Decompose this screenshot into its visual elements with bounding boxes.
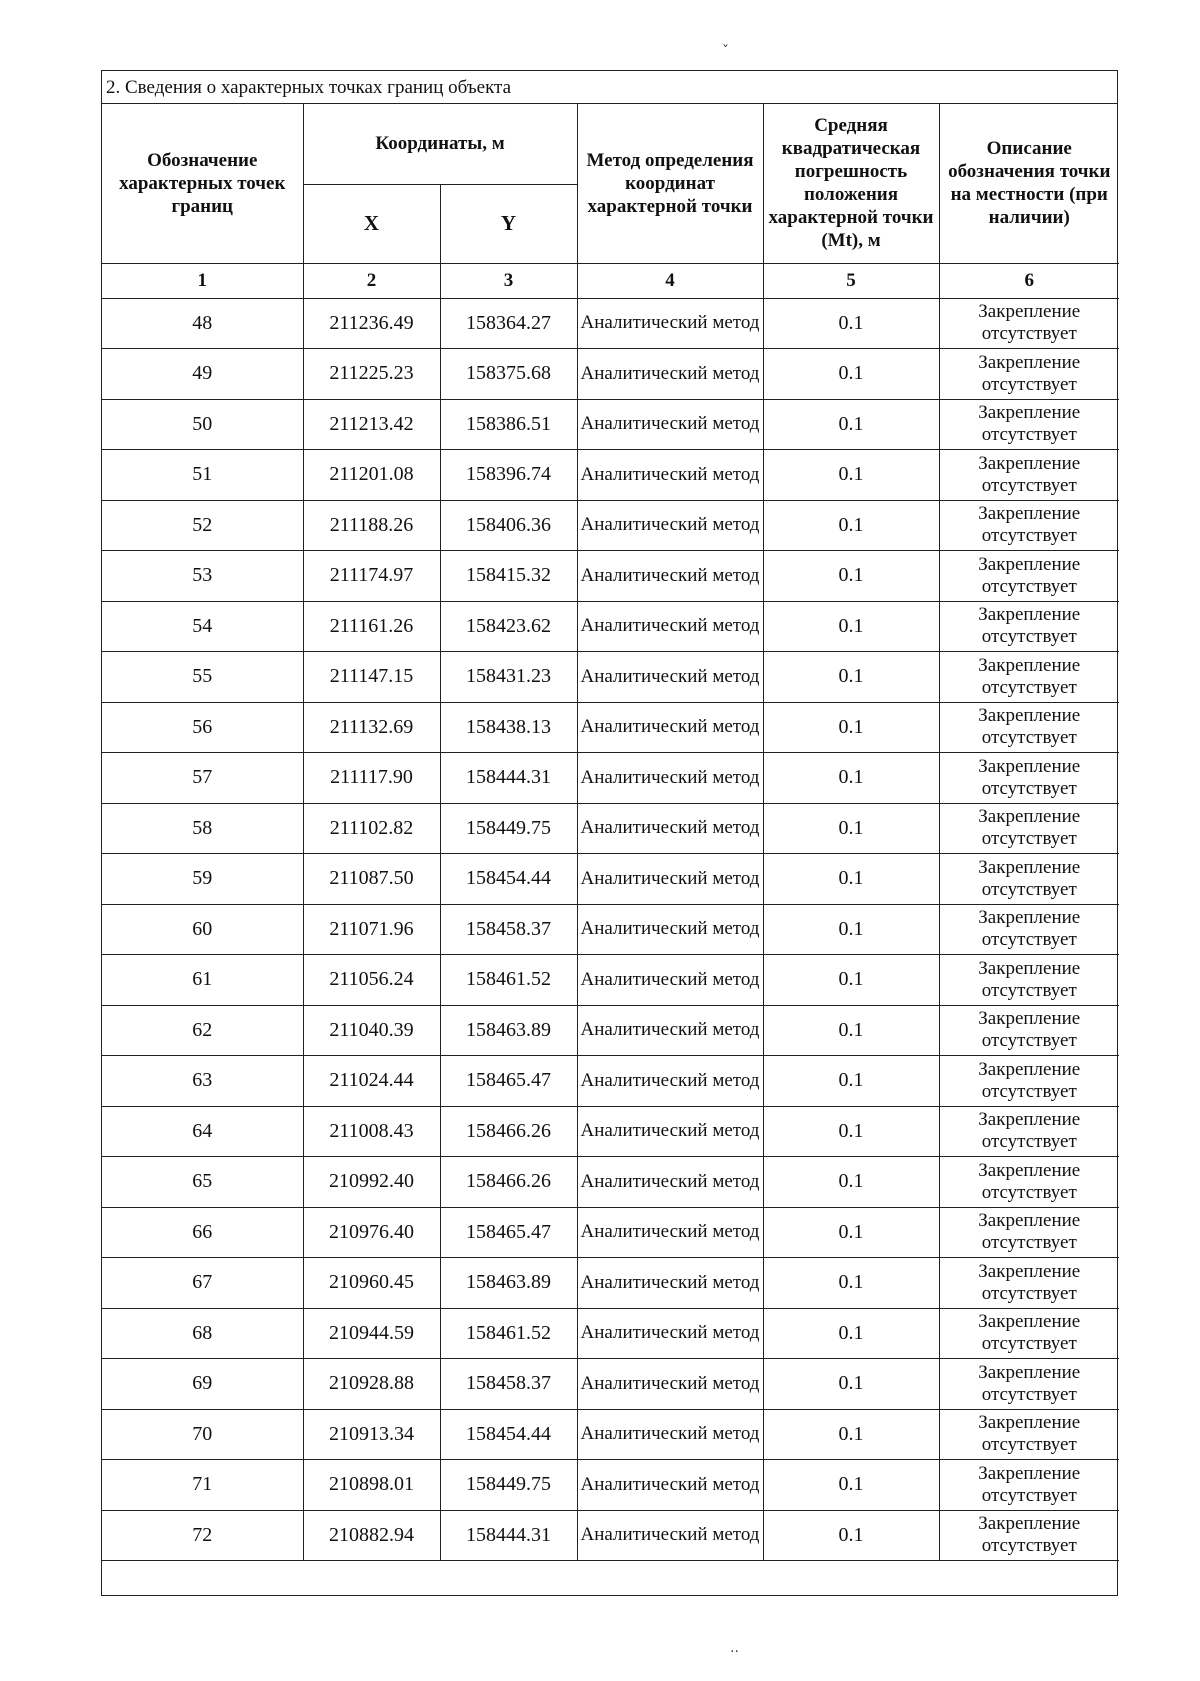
point-id-cell: 55 [102,652,303,703]
description-cell: Закрепление отсутствует [939,803,1119,854]
coord-x-cell: 211161.26 [303,601,440,652]
method-cell: Аналитический метод [577,1258,763,1309]
coord-y-cell: 158396.74 [440,450,577,501]
description-cell: Закрепление отсутствует [939,652,1119,703]
point-id-cell: 52 [102,500,303,551]
coord-y-cell: 158449.75 [440,803,577,854]
error-cell: 0.1 [763,1157,939,1208]
method-cell: Аналитический метод [577,1510,763,1561]
coord-y-cell: 158454.44 [440,1409,577,1460]
point-id-cell: 48 [102,298,303,349]
method-cell: Аналитический метод [577,1409,763,1460]
point-id-cell: 69 [102,1359,303,1410]
header-x: X [303,184,440,263]
point-id-cell: 61 [102,955,303,1006]
coord-x-cell: 210944.59 [303,1308,440,1359]
description-cell: Закрепление отсутствует [939,753,1119,804]
description-cell: Закрепление отсутствует [939,1056,1119,1107]
coord-x-cell: 211213.42 [303,399,440,450]
description-cell: Закрепление отсутствует [939,955,1119,1006]
coord-y-cell: 158461.52 [440,1308,577,1359]
table-row [102,399,1119,450]
coord-y-cell: 158454.44 [440,854,577,905]
error-cell: 0.1 [763,349,939,400]
coord-y-cell: 158444.31 [440,1510,577,1561]
error-cell: 0.1 [763,753,939,804]
coord-y-cell: 158463.89 [440,1258,577,1309]
table-row [102,1005,1119,1056]
coord-y-cell: 158415.32 [440,551,577,602]
method-cell: Аналитический метод [577,854,763,905]
table-row [102,450,1119,501]
header-description: Описание обозначения точки на местности (при наличии) [939,104,1119,263]
coord-x-cell: 211174.97 [303,551,440,602]
description-cell: Закрепление отсутствует [939,702,1119,753]
coord-x-cell: 210960.45 [303,1258,440,1309]
coord-x-cell: 210928.88 [303,1359,440,1410]
error-cell: 0.1 [763,1460,939,1511]
description-cell: Закрепление отсутствует [939,1460,1119,1511]
coord-x-cell: 211117.90 [303,753,440,804]
method-cell: Аналитический метод [577,1056,763,1107]
point-id-cell: 49 [102,349,303,400]
header-error: Средняя квадратическая погрешность положения характерной точки (Mt), м [763,104,939,263]
description-cell: Закрепление отсутствует [939,1157,1119,1208]
coord-x-cell: 210976.40 [303,1207,440,1258]
section-title: 2. Сведения о характерных точках границ объекта [102,71,1117,104]
table-row [102,349,1119,400]
coord-y-cell: 158364.27 [440,298,577,349]
coord-y-cell: 158423.62 [440,601,577,652]
description-cell: Закрепление отсутствует [939,551,1119,602]
point-id-cell: 68 [102,1308,303,1359]
coord-y-cell: 158466.26 [440,1157,577,1208]
table-row [102,298,1119,349]
description-cell: Закрепление отсутствует [939,298,1119,349]
table-row [102,1510,1119,1561]
coord-x-cell: 211056.24 [303,955,440,1006]
table-row [102,854,1119,905]
column-number-row [102,263,1119,298]
method-cell: Аналитический метод [577,601,763,652]
coord-x-cell: 211008.43 [303,1106,440,1157]
error-cell: 0.1 [763,1359,939,1410]
description-cell: Закрепление отсутствует [939,601,1119,652]
point-id-cell: 67 [102,1258,303,1309]
error-cell: 0.1 [763,854,939,905]
point-id-cell: 70 [102,1409,303,1460]
column-number: 2 [303,263,440,298]
method-cell: Аналитический метод [577,1106,763,1157]
description-cell: Закрепление отсутствует [939,399,1119,450]
error-cell: 0.1 [763,1106,939,1157]
method-cell: Аналитический метод [577,399,763,450]
coord-x-cell: 210992.40 [303,1157,440,1208]
table-row [102,1409,1119,1460]
error-cell: 0.1 [763,601,939,652]
error-cell: 0.1 [763,450,939,501]
table-row [102,904,1119,955]
point-id-cell: 51 [102,450,303,501]
method-cell: Аналитический метод [577,702,763,753]
method-cell: Аналитический метод [577,349,763,400]
error-cell: 0.1 [763,399,939,450]
table-row [102,1460,1119,1511]
column-number: 4 [577,263,763,298]
point-id-cell: 60 [102,904,303,955]
point-id-cell: 50 [102,399,303,450]
method-cell: Аналитический метод [577,1157,763,1208]
table-row [102,652,1119,703]
coord-y-cell: 158465.47 [440,1056,577,1107]
description-cell: Закрепление отсутствует [939,904,1119,955]
error-cell: 0.1 [763,1207,939,1258]
coord-x-cell: 211024.44 [303,1056,440,1107]
method-cell: Аналитический метод [577,1308,763,1359]
error-cell: 0.1 [763,551,939,602]
table-row [102,803,1119,854]
table-row [102,1359,1119,1410]
description-cell: Закрепление отсутствует [939,854,1119,905]
method-cell: Аналитический метод [577,500,763,551]
method-cell: Аналитический метод [577,450,763,501]
coord-y-cell: 158458.37 [440,904,577,955]
header-designation: Обозначение характерных точек границ [102,104,303,263]
method-cell: Аналитический метод [577,955,763,1006]
coord-x-cell: 211102.82 [303,803,440,854]
point-id-cell: 64 [102,1106,303,1157]
error-cell: 0.1 [763,1056,939,1107]
coord-x-cell: 210882.94 [303,1510,440,1561]
method-cell: Аналитический метод [577,904,763,955]
empty-footer-cell [102,1561,1119,1596]
scan-artifact-bottom: .. [730,1640,739,1656]
error-cell: 0.1 [763,1005,939,1056]
coord-y-cell: 158406.36 [440,500,577,551]
coord-y-cell: 158463.89 [440,1005,577,1056]
table-row [102,1106,1119,1157]
coord-x-cell: 211087.50 [303,854,440,905]
coord-x-cell: 211147.15 [303,652,440,703]
empty-footer-row [102,1561,1119,1596]
method-cell: Аналитический метод [577,1460,763,1511]
table-row [102,1308,1119,1359]
table-row [102,1056,1119,1107]
header-row [102,104,1119,184]
point-id-cell: 63 [102,1056,303,1107]
points-body [102,298,1119,1561]
coord-y-cell: 158438.13 [440,702,577,753]
coord-x-cell: 210898.01 [303,1460,440,1511]
table-row [102,702,1119,753]
point-id-cell: 54 [102,601,303,652]
error-cell: 0.1 [763,955,939,1006]
table-row [102,1157,1119,1208]
header-y: Y [440,184,577,263]
point-id-cell: 71 [102,1460,303,1511]
description-cell: Закрепление отсутствует [939,1308,1119,1359]
description-cell: Закрепление отсутствует [939,1005,1119,1056]
column-number: 3 [440,263,577,298]
coord-x-cell: 211071.96 [303,904,440,955]
point-id-cell: 66 [102,1207,303,1258]
boundary-points-sheet [101,70,1118,1596]
description-cell: Закрепление отсутствует [939,1258,1119,1309]
coord-x-cell: 211201.08 [303,450,440,501]
point-id-cell: 58 [102,803,303,854]
header-coordinates: Координаты, м [303,104,577,184]
boundary-points-table [102,104,1119,1595]
method-cell: Аналитический метод [577,551,763,602]
coord-y-cell: 158431.23 [440,652,577,703]
error-cell: 0.1 [763,904,939,955]
method-cell: Аналитический метод [577,652,763,703]
table-row [102,1207,1119,1258]
error-cell: 0.1 [763,702,939,753]
coord-y-cell: 158461.52 [440,955,577,1006]
method-cell: Аналитический метод [577,298,763,349]
description-cell: Закрепление отсутствует [939,1359,1119,1410]
point-id-cell: 53 [102,551,303,602]
coord-y-cell: 158466.26 [440,1106,577,1157]
description-cell: Закрепление отсутствует [939,500,1119,551]
method-cell: Аналитический метод [577,1207,763,1258]
description-cell: Закрепление отсутствует [939,1106,1119,1157]
table-row [102,500,1119,551]
table-row [102,1258,1119,1309]
error-cell: 0.1 [763,803,939,854]
point-id-cell: 65 [102,1157,303,1208]
coord-x-cell: 211188.26 [303,500,440,551]
coord-y-cell: 158386.51 [440,399,577,450]
error-cell: 0.1 [763,652,939,703]
error-cell: 0.1 [763,1308,939,1359]
table-row [102,955,1119,1006]
coord-x-cell: 210913.34 [303,1409,440,1460]
error-cell: 0.1 [763,1409,939,1460]
coord-y-cell: 158444.31 [440,753,577,804]
table-row [102,753,1119,804]
coord-x-cell: 211236.49 [303,298,440,349]
error-cell: 0.1 [763,1510,939,1561]
method-cell: Аналитический метод [577,803,763,854]
column-number: 5 [763,263,939,298]
method-cell: Аналитический метод [577,1005,763,1056]
point-id-cell: 59 [102,854,303,905]
description-cell: Закрепление отсутствует [939,450,1119,501]
method-cell: Аналитический метод [577,1359,763,1410]
coord-x-cell: 211040.39 [303,1005,440,1056]
coord-y-cell: 158449.75 [440,1460,577,1511]
table-row [102,551,1119,602]
column-number: 1 [102,263,303,298]
coord-y-cell: 158458.37 [440,1359,577,1410]
error-cell: 0.1 [763,500,939,551]
header-method: Метод определения координат характерной точки [577,104,763,263]
description-cell: Закрепление отсутствует [939,1510,1119,1561]
coord-x-cell: 211225.23 [303,349,440,400]
error-cell: 0.1 [763,1258,939,1309]
point-id-cell: 57 [102,753,303,804]
description-cell: Закрепление отсутствует [939,349,1119,400]
coord-x-cell: 211132.69 [303,702,440,753]
coord-y-cell: 158375.68 [440,349,577,400]
method-cell: Аналитический метод [577,753,763,804]
coord-y-cell: 158465.47 [440,1207,577,1258]
description-cell: Закрепление отсутствует [939,1409,1119,1460]
point-id-cell: 72 [102,1510,303,1561]
column-number: 6 [939,263,1119,298]
error-cell: 0.1 [763,298,939,349]
point-id-cell: 56 [102,702,303,753]
scan-artifact-top: ˇ [722,44,729,60]
table-row [102,601,1119,652]
point-id-cell: 62 [102,1005,303,1056]
description-cell: Закрепление отсутствует [939,1207,1119,1258]
